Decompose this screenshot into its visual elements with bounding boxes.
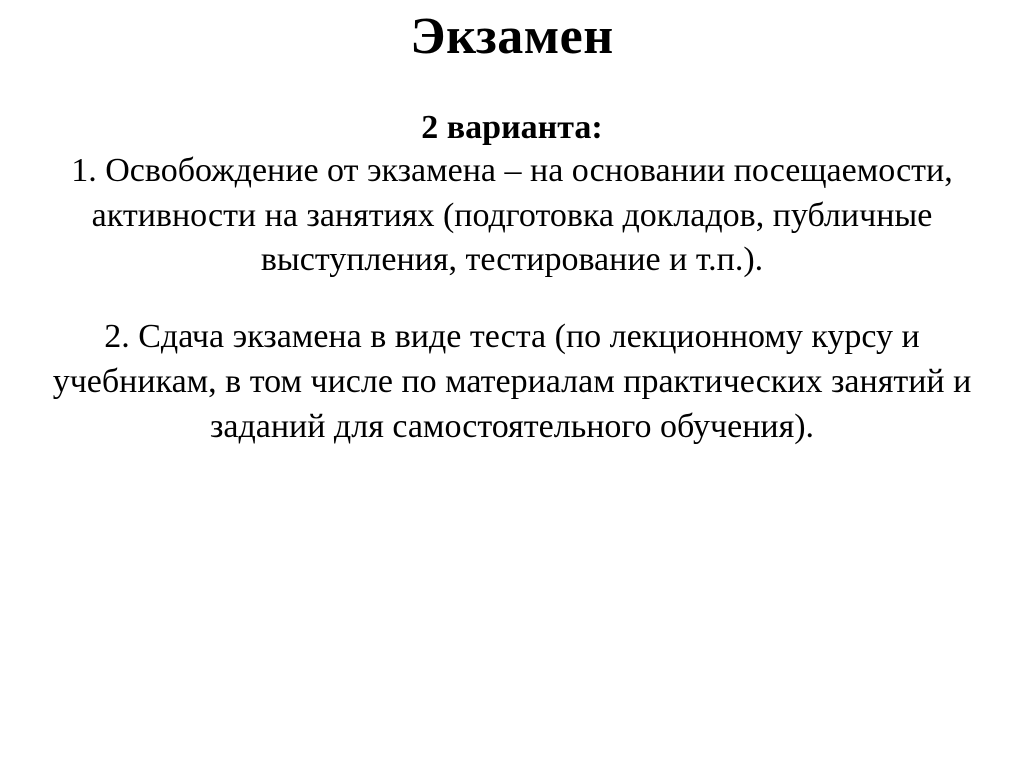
variant-2-paragraph: 2. Сдача экзамена в виде теста (по лекционному курсу и учебникам, в том числе по материалам практических занятий и заданий для самостоятельного обучения).: [52, 318, 972, 446]
slide-body: [0, 109, 1024, 450]
page-title: Экзамен: [410, 8, 614, 65]
variant-1-paragraph: 1. Освобождение от экзамена – на основании посещаемости, активности на занятиях (подготовка докладов, публичные выступления, тестирование и т.п.).: [71, 151, 953, 279]
variants-subtitle: 2 варианта:: [421, 108, 603, 146]
